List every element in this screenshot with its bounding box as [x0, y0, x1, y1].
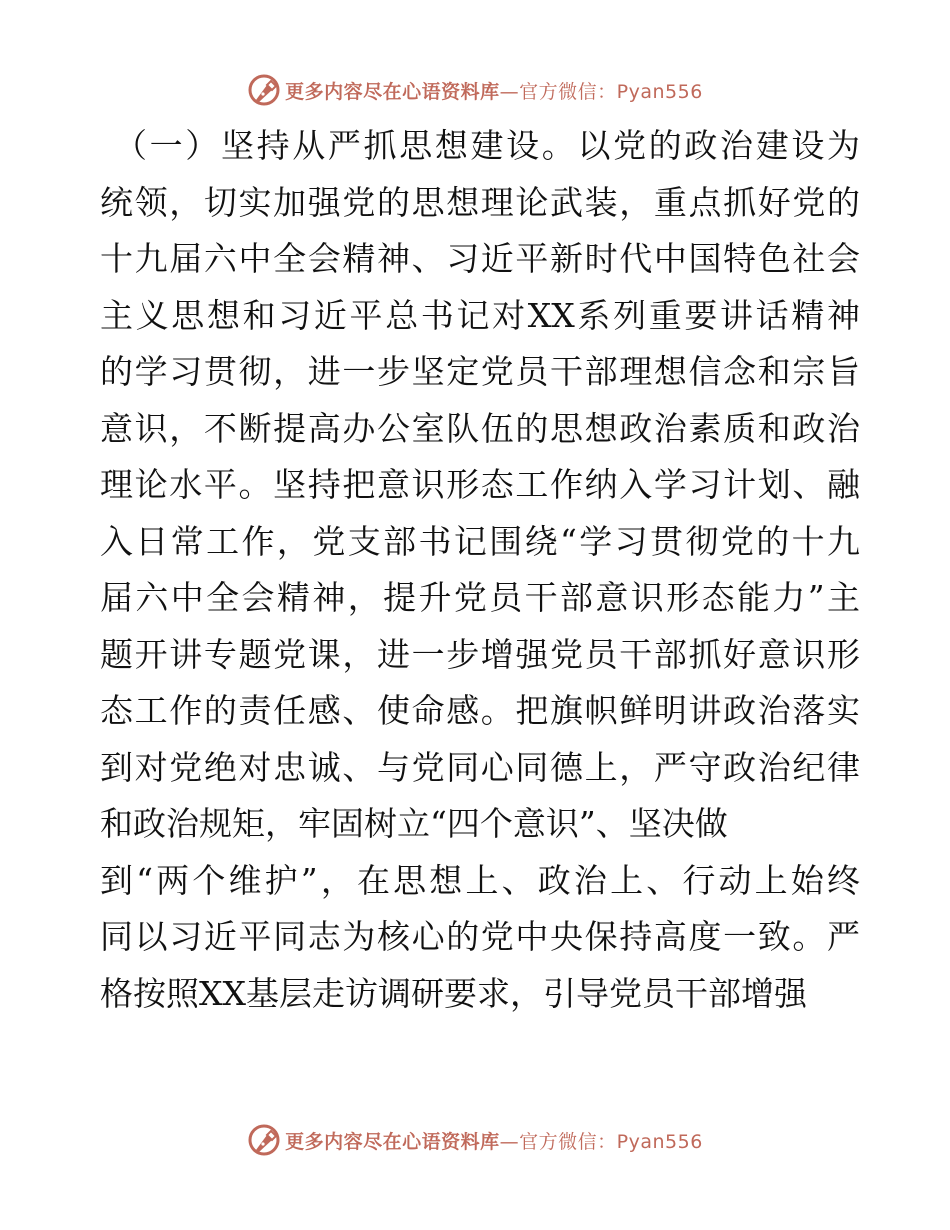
banner-text [285, 77, 703, 104]
body-line: 的学习贯彻，进一步坚定党员干部理想信念和宗旨 [100, 352, 860, 391]
body-line: 届六中全会精神，提升党员干部意识形态能力”主 [100, 578, 860, 617]
banner-text-suffix: —官方微信：Pyan556 [499, 1130, 703, 1153]
body-line: 入日常工作，党支部书记围绕“学习贯彻党的十九 [100, 521, 860, 561]
body-line: 理论水平。坚持把意识形态工作纳入学习计划、融 [100, 465, 860, 504]
footer-banner [0, 1120, 950, 1160]
body-line: 态工作的责任感、使命感。把旗帜鲜明讲政治落实 [100, 691, 860, 730]
pen-nib-logo-icon [247, 1123, 281, 1157]
body-line: 和政治规矩，牢固树立“四个意识”、坚决做 [100, 804, 728, 843]
body-line: 统领，切实加强党的思想理论武装，重点抓好党的 [100, 182, 860, 222]
body-line: 意识，不断提高办公室队伍的思想政治素质和政治 [100, 408, 860, 448]
header-banner [0, 70, 950, 110]
banner-text-suffix: —官方微信：Pyan556 [499, 80, 703, 103]
document-body [100, 118, 860, 1022]
body-line: 十九届六中全会精神、习近平新时代中国特色社会 [100, 239, 860, 278]
body-line: 到“两个维护”，在思想上、政治上、行动上始终 [100, 860, 860, 900]
banner-text [285, 1127, 703, 1154]
body-line: 同以习近平同志为核心的党中央保持高度一致。严 [100, 917, 860, 956]
body-line: 格按照XX基层走访调研要求，引导党员干部增强 [100, 973, 807, 1013]
body-line: 主义思想和习近平总书记对XX系列重要讲话精神 [100, 295, 860, 335]
body-line: （一）坚持从严抓思想建设。以党的政治建设为 [114, 126, 860, 165]
banner-text-prefix: 更多内容尽在心语资料库 [285, 80, 500, 103]
pen-nib-logo-icon [247, 73, 281, 107]
body-line: 到对党绝对忠诚、与党同心同德上，严守政治纪律 [100, 747, 860, 787]
banner-text-prefix: 更多内容尽在心语资料库 [285, 1130, 500, 1153]
body-line: 题开讲专题党课，进一步增强党员干部抓好意识形 [100, 634, 860, 674]
